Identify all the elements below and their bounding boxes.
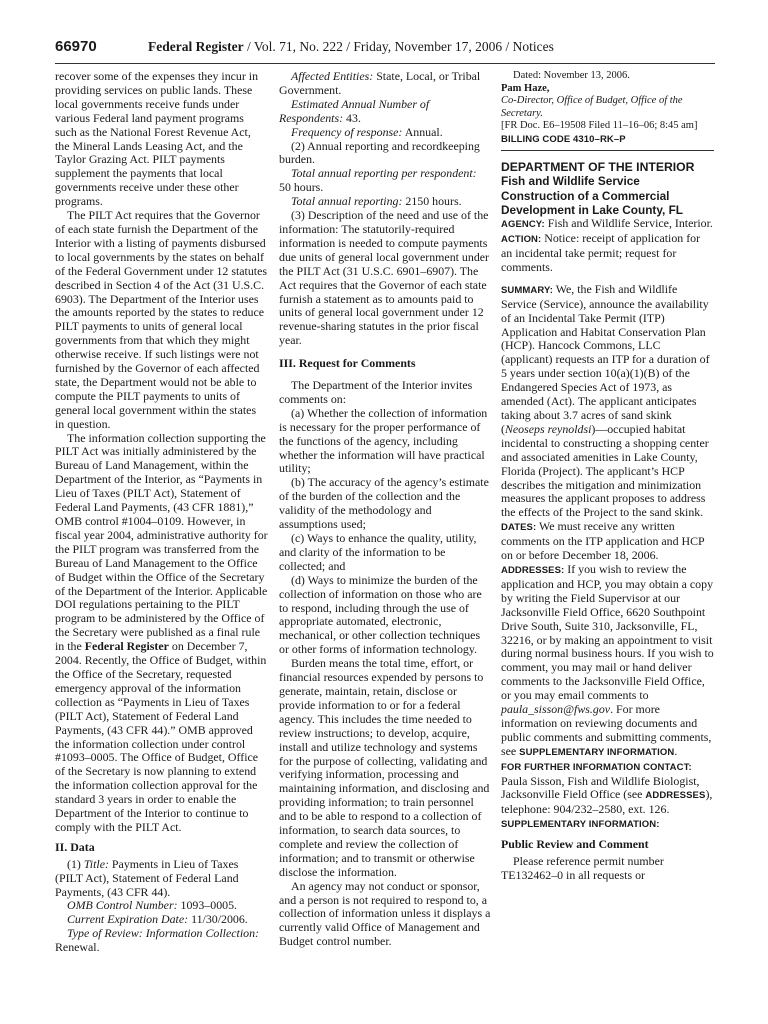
paragraph: (2) Annual reporting and recordkeeping burden. xyxy=(279,138,480,167)
field-label: Current Expiration Date: xyxy=(67,912,189,927)
contact-field xyxy=(501,760,714,818)
email-address: paula_sisson@fws.gov xyxy=(501,702,611,717)
field-label: ADDRESSES: xyxy=(501,564,565,576)
frequency xyxy=(279,126,491,140)
field-label: Total annual reporting: xyxy=(291,194,403,209)
item-number: (1) xyxy=(67,856,84,871)
department-heading: DEPARTMENT OF THE INTERIOR xyxy=(501,160,695,175)
paragraph: recover some of the expenses they incur in providing services on public lands. These local governments receive funds under various Federal land payment programs such as the National Forest Revenue Act, the Mineral Lands Leasing Act, and the Taylor Grazing Act. PILT payments supplement the payments that local governments receive under these other programs. xyxy=(55,69,259,209)
paragraph: Please reference permit number TE132462–0 in all requests or xyxy=(501,854,664,882)
field-label: Title: xyxy=(83,856,109,871)
signer-name: Pam Haze, xyxy=(501,82,550,94)
total-reporting xyxy=(279,195,491,209)
field-value: Fish and Wildlife Service, Interior. xyxy=(544,216,713,231)
field-value: 11/30/2006. xyxy=(188,912,248,927)
header-rule xyxy=(55,63,715,64)
fr-doc-line: [FR Doc. E6–19508 Filed 11–16–06; 8:45 am] xyxy=(501,120,698,131)
field-value: Annual. xyxy=(402,124,443,139)
page-number: 66970 xyxy=(55,38,97,55)
text-run: If you wish to review the application and HCP, you may obtain a copy by writing the Field Supervisor at our Jacksonville Field Office, 6620 Southpoint Drive South, Suite 310, Jacksonville, FL, 32216, or by making an appointment to visit during normal business hours. If you wish to comment, you may mail or hand deliver comments to the Jacksonville Field Office, or you may email comments to xyxy=(501,561,714,703)
publication-name: Federal Register xyxy=(148,39,244,54)
field-value: 50 hours. xyxy=(279,180,324,195)
field-value: Payments in Lieu of Taxes (PILT Act), Statement of Federal Land Payments, (43 CFR 44). xyxy=(55,856,239,899)
field-label: DATES: xyxy=(501,522,537,534)
field-value: Renewal. xyxy=(55,940,100,955)
text-run: on December 7, 2004. Recently, the Office of Budget, within the Office of the Secretary, requested emergency approval of the information collection as “Payments in Lieu of Taxes (PILT Act), Statement of Federal Land Payments, (43 CFR 44).” OMB approved the information collection under control #1093–0005. The Office of Budget, Office of the Secretary is now planning to extend the information collection approval for the standard 3 years in order to enable the Department of the Interior to continue to comply with the PILT Act. xyxy=(55,639,267,834)
list-item: (d) Ways to minimize the burden of the collection of information on those who are to respond, including through the use of appropriate automated, electronic, mechanical, or other collection techniques or other forms of information technology. xyxy=(279,572,482,657)
expiration-date xyxy=(55,913,268,927)
text-run: Paula Sisson, Fish and Wildlife Biologist, Jacksonville Field Office (see xyxy=(501,773,700,802)
field-label: SUPPLEMENTARY INFORMATION: xyxy=(501,819,660,831)
field-label: Type of Review: Information Collection: xyxy=(67,926,259,941)
field-label: Estimated Annual Number of Respondents: xyxy=(279,96,430,125)
field-value: 1093–0005. xyxy=(177,898,237,913)
field-value: 43. xyxy=(343,110,361,125)
action-field xyxy=(501,232,714,275)
text-run: ), telephone: 904/232–2580, ext. 126. xyxy=(501,787,713,817)
text-run: )—occupied habitat incidental to constructing a shopping center and associated amenities in Lake County, Florida (Project). The applicant’s HCP describes the mitigation and minimization measures the applicant proposes to address the effects of the Project to the sand skink. xyxy=(501,421,709,520)
data-title xyxy=(55,858,268,900)
type-of-review xyxy=(55,927,268,955)
page-header xyxy=(55,38,715,58)
supplementary-heading xyxy=(501,817,714,832)
field-value: We must receive any written comments on the ITP application and HCP on or before December 18, 2006. xyxy=(501,519,705,563)
text-run: . xyxy=(674,743,678,758)
paragraph: The Department of the Interior invites comments on: xyxy=(279,378,473,406)
affected-entities xyxy=(279,70,491,98)
document-title: Construction of a Commercial Development in Lake County, FL xyxy=(501,189,683,218)
addresses-field xyxy=(501,563,714,760)
field-label: Affected Entities: xyxy=(291,69,374,83)
field-label: Total annual reporting per respondent: xyxy=(291,166,477,181)
dated-line: Dated: November 13, 2006. xyxy=(513,70,630,81)
list-item: (a) Whether the collection of information is necessary for the proper performance of the functions of the agency, including whether the information will have practical utility; xyxy=(279,405,488,476)
paragraph: An agency may not conduct or sponsor, and a person is not required to respond to, a collection of information unless it displays a currently valid Office of Management and Budget control number. xyxy=(279,878,491,949)
field-label: Frequency of response: xyxy=(291,124,403,139)
paragraph: The PILT Act requires that the Governor of each state furnish the Department of the Interior with a listing of payments disbursed to local governments by the states on behalf of the Federal Government under 12 statutes described in Section 4 of the Act (31 U.S.C. 6903). The Department of the Interior uses the amounts reported by the states to reduce PILT payments to units of general local governments from that which they might otherwise receive. If such listings were not furnished by the Governor of each affected state, the Department would not be able to compute the PILT payments to units of general local government within the states in question. xyxy=(55,208,267,431)
respondents xyxy=(279,98,491,126)
field-label: AGENCY: xyxy=(501,219,545,231)
paragraph xyxy=(55,432,268,835)
divider xyxy=(501,150,714,151)
billing-code: BILLING CODE 4310–RK–P xyxy=(501,133,626,145)
text-run: The information collection supporting the PILT Act was initially administered by the Bureau of Land Management, within the Department of the Interior, as “Payments in Lieu of Taxes (PILT Act), Statement of Federal Land Payments, (43 CFR 1881),” OMB control #1004–0109. However, in fiscal year 2004, administrative authority for the PILT program was transferred from the Bureau of Land Management to the Office of Budget within the Office of the Secretary of the Department of the Interior. Applicable DOI regulations pertaining to the PILT program to be administered by the Office of the Secretary were published as a final rule in the xyxy=(55,430,268,654)
field-label: FOR FURTHER INFORMATION CONTACT: xyxy=(501,761,692,773)
text-run: . For more information on reviewing documents and public comments and submitting comments, see xyxy=(501,702,712,758)
field-label: ACTION: xyxy=(501,234,542,246)
field-label: OMB Control Number: xyxy=(67,898,178,913)
service-heading: Fish and Wildlife Service xyxy=(501,174,640,189)
signer-title: Co-Director, Office of Budget, Office of the Secretary. xyxy=(501,95,683,119)
federal-register-ref: Federal Register xyxy=(84,639,169,654)
summary-field xyxy=(501,283,714,520)
section-heading-data: II. Data xyxy=(55,839,95,854)
cross-reference: ADDRESSES xyxy=(645,790,706,802)
section-heading-comments: III. Request for Comments xyxy=(279,356,416,371)
cross-reference: SUPPLEMENTARY INFORMATION xyxy=(519,746,675,758)
list-item: (c) Ways to enhance the quality, utility, and clarity of the information to be collected; and xyxy=(279,531,477,573)
species-name: Neoseps reynoldsi xyxy=(504,421,592,436)
paragraph: (3) Description of the need and use of the information: The statutorily-required information is needed to compute payments due units of general local government under the PILT Act (31 U.S.C. 6901–6907). The Act requires that the Governor of each state furnish a statement as to amounts paid to units of general local government under 12 revenue-sharing statutes in the prior fiscal year. xyxy=(279,208,489,348)
column-3 xyxy=(501,70,714,883)
issue-line: / Vol. 71, No. 222 / Friday, November 17, 2006 / Notices xyxy=(243,39,554,54)
column-1 xyxy=(55,70,268,955)
list-item: (b) The accuracy of the agency’s estimate of the burden of the collection and the validity of the methodology and assumptions used; xyxy=(279,475,489,532)
field-value: Notice: receipt of application for an incidental take permit; request for comments. xyxy=(501,231,701,274)
field-value: 2150 hours. xyxy=(402,194,462,209)
column-2 xyxy=(279,70,491,949)
subsection-heading: Public Review and Comment xyxy=(501,837,649,852)
running-head xyxy=(148,39,554,55)
omb-control-number xyxy=(55,899,268,913)
agency-field xyxy=(501,217,714,232)
field-label: SUMMARY: xyxy=(501,284,553,296)
dates-field xyxy=(501,520,714,563)
paragraph: Burden means the total time, effort, or financial resources expended by persons to generate, maintain, retain, disclose or provide information to or for a federal agency. This includes the time needed to review instructions; to develop, acquire, install and utilize technology and systems for the purpose of collecting, validating and verifying information, processing and maintaining information, and disclosing and providing information; to train personnel and to be able to respond to a collection of information, to search data sources, to complete and review the collection of information; and to transmit or otherwise disclose the information. xyxy=(279,656,490,879)
reporting-per-respondent xyxy=(279,167,491,195)
field-value: State, Local, or Tribal Government. xyxy=(279,69,481,97)
text-run: We, the Fish and Wildlife Service (Service), announce the availability of an Incidental Take Permit (ITP) Application and Habitat Conservation Plan (HCP). Hancock Commons, LLC (applicant) requests an ITP for a duration of 5 years under section 10(a)(1)(B) of the Endangered Species Act of 1973, as amended (Act). The applicant anticipates taking about 3.7 acres of sand skink ( xyxy=(501,281,710,436)
